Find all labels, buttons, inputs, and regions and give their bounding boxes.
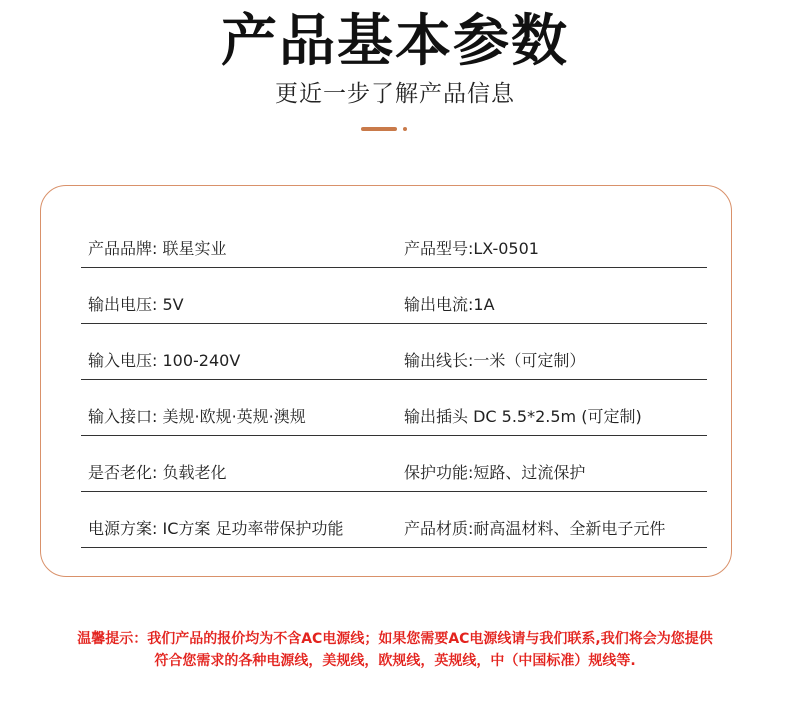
title-divider [361,127,411,131]
spec-left: 输入接口: 美规·欧规·英规·澳规 [88,407,306,426]
notice-line-1: 温馨提示：我们产品的报价均为不含AC电源线；如果您需要AC电源线请与我们联系,我们将会为您提供 [77,631,713,647]
spec-row [81,492,707,548]
spec-row [81,212,707,268]
spec-right: 产品材质:耐高温材料、全新电子元件 [404,519,666,538]
notice-text [0,628,790,672]
notice-line-2: 符合您需求的各种电源线，美规线，欧规线，英规线，中（中国标准）规线等. [154,653,636,669]
spec-right: 输出线长:一米（可定制） [404,351,586,370]
spec-left: 是否老化: 负载老化 [88,463,227,482]
spec-left: 输出电压: 5V [88,295,184,314]
spec-left: 电源方案: IC方案 足功率带保护功能 [88,519,344,538]
spec-row [81,268,707,324]
spec-right: 保护功能:短路、过流保护 [404,463,586,482]
spec-left: 产品品牌: 联星实业 [88,239,227,258]
spec-table [81,212,707,548]
divider-dot [403,127,407,131]
spec-card [40,185,732,577]
page-title: 产品基本参数 [221,9,569,74]
divider-bar [361,127,397,131]
spec-right: 产品型号:LX-0501 [404,239,539,258]
spec-right: 输出电流:1A [404,295,495,314]
spec-row [81,324,707,380]
spec-right: 输出插头 DC 5.5*2.5m (可定制) [404,407,642,426]
page-subtitle: 更近一步了解产品信息 [275,81,515,107]
spec-row [81,380,707,436]
spec-left: 输入电压: 100-240V [88,351,241,370]
spec-row [81,436,707,492]
